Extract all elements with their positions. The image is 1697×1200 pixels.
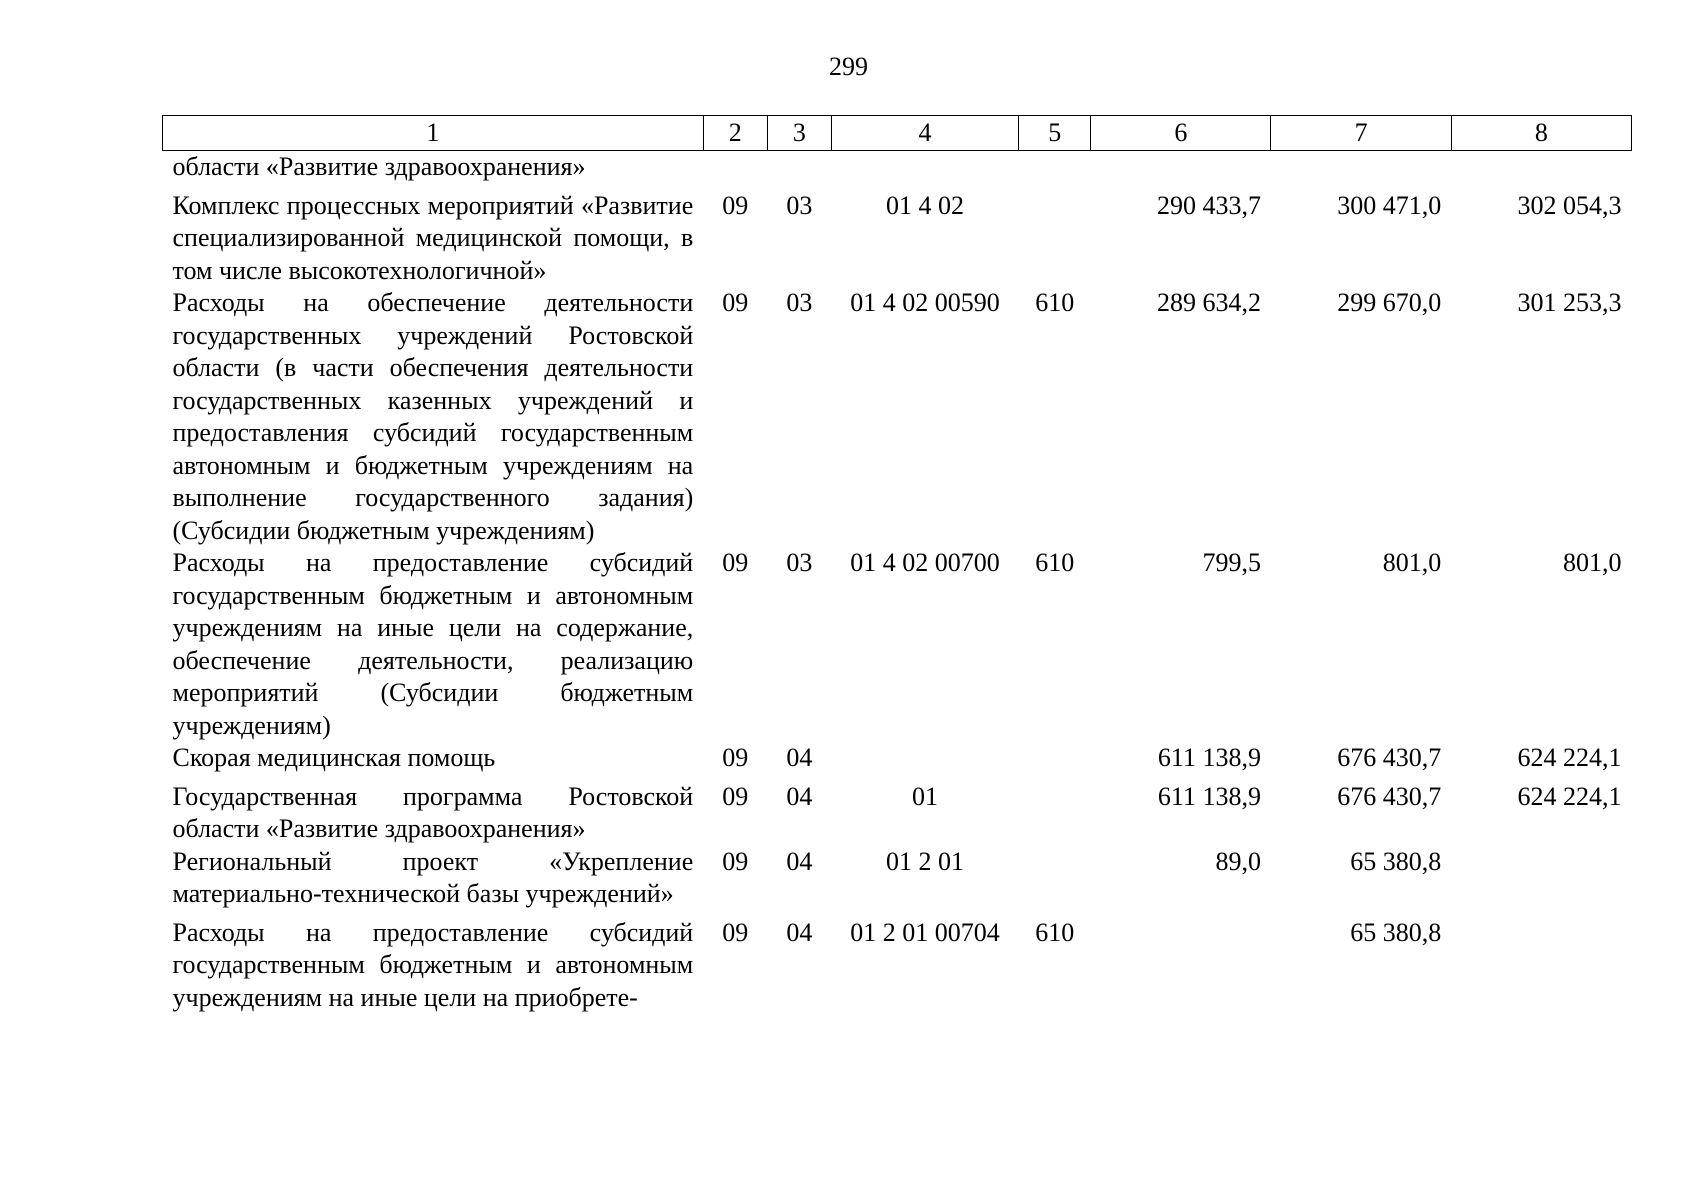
row-amount-8: 302 054,3 xyxy=(1517,190,1622,220)
row-subsection: 03 xyxy=(786,288,813,317)
row-amount-6: 290 433,7 xyxy=(1156,190,1261,220)
row-amount-8 xyxy=(1451,911,1631,1015)
row-section: 09 xyxy=(722,781,749,811)
row-subsection: 03 xyxy=(786,548,813,577)
row-section: 09 xyxy=(722,548,749,577)
column-header-6: 6 xyxy=(1091,116,1271,151)
row-amount-8 xyxy=(1451,151,1631,184)
row-amount-7: 300 471,0 xyxy=(1337,190,1442,220)
column-header-8: 8 xyxy=(1451,116,1631,151)
row-amount-8: 801,0 xyxy=(1563,548,1622,577)
row-name: Комплекс процессных мероприятий «Развитие специализированной медицинской помощи, в том числе высокотехнологичной» xyxy=(172,190,694,285)
row-target-article: 01 4 02 xyxy=(886,190,965,220)
header-row xyxy=(163,116,1632,151)
row-amount-6: 799,5 xyxy=(1202,548,1261,577)
row-expense-type: 610 xyxy=(1035,548,1075,577)
column-header-4: 4 xyxy=(831,116,1018,151)
table-row xyxy=(163,151,1632,184)
row-section: 09 xyxy=(722,190,749,220)
row-subsection xyxy=(767,151,831,184)
row-name: Региональный проект «Укрепление материально-технической базы учреждений» xyxy=(172,846,694,908)
table-row xyxy=(163,184,1632,288)
row-section: 09 xyxy=(722,917,749,947)
row-name: области «Развитие здравоохранения» xyxy=(172,152,586,181)
row-section: 09 xyxy=(722,288,749,317)
row-amount-8 xyxy=(1451,846,1631,911)
row-amount-6: 289 634,2 xyxy=(1156,288,1261,317)
row-amount-8: 624 224,1 xyxy=(1517,743,1622,772)
row-subsection: 04 xyxy=(786,743,813,772)
table-row xyxy=(163,846,1632,911)
row-target-article: 01 4 02 00590 xyxy=(850,288,1000,317)
row-section: 09 xyxy=(722,743,749,772)
row-expense-type xyxy=(1019,151,1091,184)
table-row xyxy=(163,775,1632,846)
row-subsection: 04 xyxy=(786,846,813,876)
row-amount-7: 299 670,0 xyxy=(1337,288,1442,317)
row-expense-type xyxy=(1019,775,1091,846)
table-row xyxy=(163,911,1632,1015)
table-row xyxy=(163,287,1632,547)
row-amount-6 xyxy=(1091,911,1271,1015)
row-target-article xyxy=(831,151,1018,184)
row-subsection: 04 xyxy=(786,917,813,947)
row-amount-6 xyxy=(1091,151,1271,184)
table-row xyxy=(163,742,1632,775)
row-amount-7: 676 430,7 xyxy=(1337,781,1442,811)
row-expense-type xyxy=(1019,184,1091,288)
row-amount-6: 611 138,9 xyxy=(1157,781,1261,811)
row-subsection: 03 xyxy=(786,190,813,220)
column-header-2: 2 xyxy=(703,116,767,151)
row-amount-8: 301 253,3 xyxy=(1517,288,1622,317)
row-section xyxy=(703,151,767,184)
table-row xyxy=(163,547,1632,742)
row-name: Расходы на предоставление субсидий государственным бюджетным и автономным учреждениям на иные цели на приобрете- xyxy=(172,917,694,1012)
row-target-article: 01 xyxy=(912,781,939,811)
page-number: 299 xyxy=(829,52,868,81)
row-name: Расходы на предоставление субсидий государственным бюджетным и автономным учреждениям на иные цели на содержание, обеспечение деятельности, реализацию мероприятий (Субсидии бюджетным учреждениям) xyxy=(172,548,694,740)
row-amount-6: 611 138,9 xyxy=(1157,743,1261,772)
row-target-article: 01 2 01 00704 xyxy=(850,917,1000,947)
row-amount-6: 89,0 xyxy=(1215,846,1261,876)
row-expense-type xyxy=(1019,846,1091,911)
row-amount-7: 676 430,7 xyxy=(1337,743,1442,772)
row-amount-7 xyxy=(1271,151,1451,184)
row-amount-7: 801,0 xyxy=(1382,548,1442,577)
column-header-7: 7 xyxy=(1271,116,1451,151)
row-target-article xyxy=(831,742,1018,775)
column-header-3: 3 xyxy=(767,116,831,151)
column-header-1: 1 xyxy=(163,116,704,151)
row-name: Государственная программа Ростовской области «Развитие здравоохранения» xyxy=(172,781,694,843)
row-expense-type: 610 xyxy=(1035,917,1075,947)
row-name: Расходы на обеспечение деятельности государственных учреждений Ростовской области (в части обеспечения деятельности государственных казенных учреждений и предоставления субсидий государственным автономным и бюджетным учреждениям на выполнение государственного задания) (Субсидии бюджетным учреждениям) xyxy=(172,288,694,545)
row-expense-type: 610 xyxy=(1035,288,1075,317)
row-section: 09 xyxy=(722,846,749,876)
row-amount-7: 65 380,8 xyxy=(1350,917,1442,947)
row-subsection: 04 xyxy=(786,781,813,811)
row-amount-8: 624 224,1 xyxy=(1517,781,1622,811)
row-amount-7: 65 380,8 xyxy=(1350,846,1442,876)
budget-table xyxy=(162,115,1632,1014)
row-target-article: 01 2 01 xyxy=(886,846,965,876)
column-header-5: 5 xyxy=(1019,116,1091,151)
row-target-article: 01 4 02 00700 xyxy=(850,548,1000,577)
row-name: Скорая медицинская помощь xyxy=(172,743,496,772)
row-expense-type xyxy=(1019,742,1091,775)
